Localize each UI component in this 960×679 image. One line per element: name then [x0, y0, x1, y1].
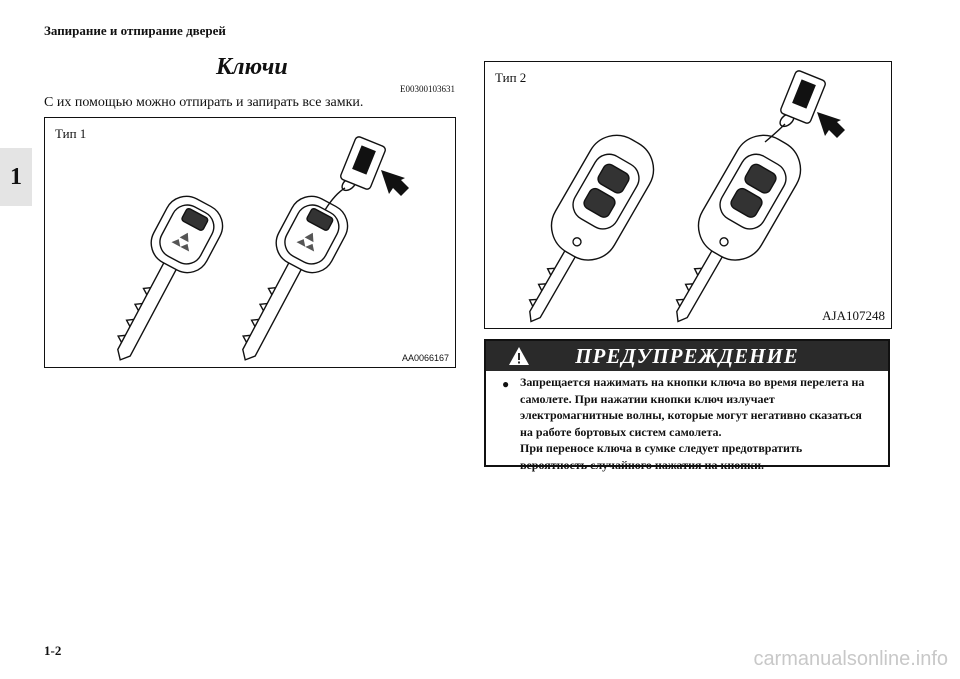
remote-key-icon [649, 124, 812, 328]
figure-label: Тип 1 [55, 126, 87, 141]
warning-title: ПРЕДУПРЕЖДЕНИЕ [575, 343, 799, 368]
warning-header [486, 341, 888, 371]
arrow-icon [381, 170, 409, 196]
arrow-icon [817, 112, 845, 138]
doc-code: E00300103631 [400, 84, 455, 94]
transponder-fob-icon [765, 70, 826, 142]
page-number: 1-2 [44, 643, 62, 658]
transponder-fob-icon [325, 136, 386, 210]
figure-type2 [484, 61, 892, 329]
figure-code: AJA107248 [822, 308, 885, 323]
warning-text-1: Запрещается нажимать на кнопки ключа во время перелета на самолете. При нажатии кнопки ключ излучает электромагнитные волны, которые могут негативно сказаться на работе бортовых систем самолета. [520, 375, 865, 439]
warning-triangle-icon [508, 346, 530, 366]
warning-text-2: При переносе ключа в сумке следует предотвратить вероятность случайного нажатия на кнопки. [520, 441, 803, 472]
figure-code: AA0066167 [401, 353, 449, 363]
key-icon [219, 189, 356, 367]
header-title: Запирание и отпирание дверей [44, 23, 226, 38]
remote-key-icon [502, 124, 665, 328]
watermark: carmanualsonline.info [753, 648, 948, 670]
figure-type1 [44, 117, 456, 368]
key-type2-illustration [485, 62, 891, 328]
warning-body [486, 371, 888, 473]
bullet-icon: ● [502, 377, 510, 391]
section-title: Ключи [216, 54, 288, 80]
key-icon [94, 189, 231, 367]
warning-box [484, 339, 890, 472]
figure-label: Тип 2 [495, 70, 527, 85]
warning-text [520, 374, 872, 473]
intro-text: С их помощью можно отпирать и запирать все замки. [44, 95, 364, 110]
key-type1-illustration [45, 118, 455, 367]
chapter-tab: 1 [0, 148, 32, 206]
